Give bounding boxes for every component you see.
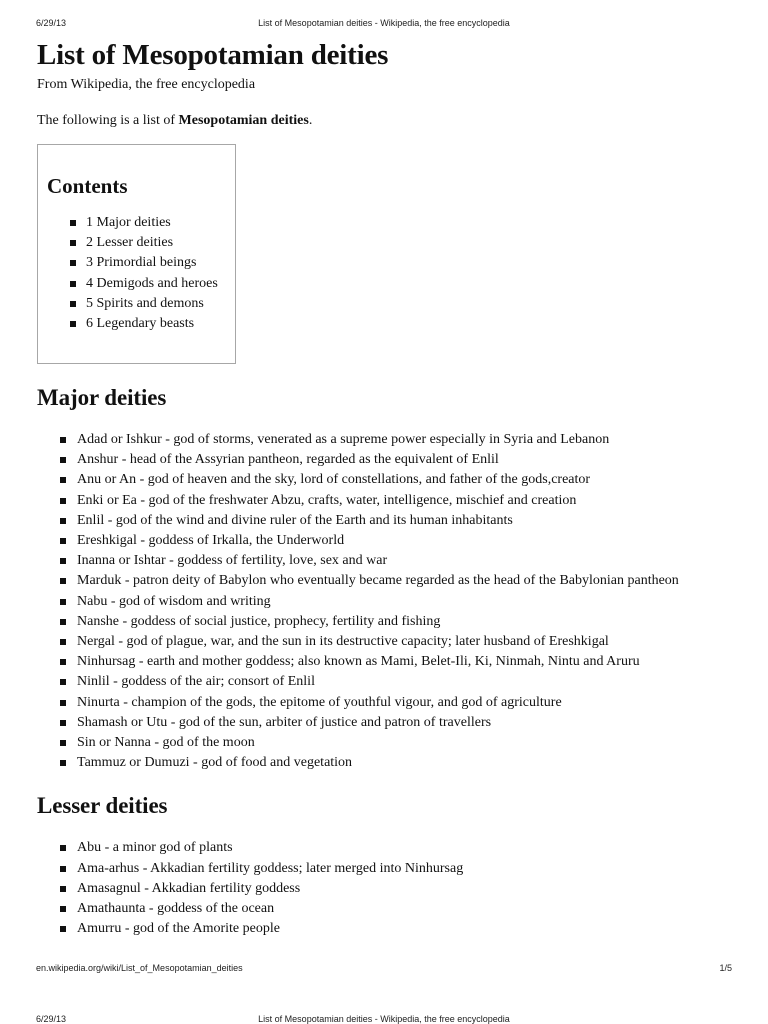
toc-item[interactable]: 4 Demigods and heroes — [47, 274, 225, 294]
list-item: Nergal - god of plague, war, and the sun in its destructive capacity; later husband of Ereshkigal — [37, 632, 737, 652]
print-url: en.wikipedia.org/wiki/List_of_Mesopotamian_deities — [36, 963, 243, 973]
print-header — [0, 18, 768, 30]
site-tagline: From Wikipedia, the free encyclopedia — [37, 77, 256, 92]
intro-text: The following is a list of — [37, 113, 179, 128]
section-heading-lesser-deities: Lesser deities — [37, 793, 168, 819]
toc-title: Contents — [47, 174, 128, 198]
list-item: Shamash or Utu - god of the sun, arbiter of justice and patron of travellers — [37, 713, 737, 733]
intro-link[interactable]: Mesopotamian deities — [178, 113, 309, 128]
list-item: Anshur - head of the Assyrian pantheon, regarded as the equivalent of Enlil — [37, 450, 737, 470]
intro-period: . — [308, 113, 313, 128]
list-item: Tammuz or Dumuzi - god of food and vegetation — [37, 753, 737, 773]
list-item: Ninlil - goddess of the air; consort of Enlil — [37, 672, 737, 692]
list-item: Enlil - god of the wind and divine ruler of the Earth and its human inhabitants — [37, 511, 737, 531]
list-item: Amathaunta - goddess of the ocean — [37, 899, 737, 919]
toc-list — [47, 213, 225, 334]
toc-item[interactable]: 2 Lesser deities — [47, 233, 225, 253]
list-item: Nanshe - goddess of social justice, prophecy, fertility and fishing — [37, 612, 737, 632]
article-content — [37, 38, 737, 939]
toc-item[interactable]: 3 Primordial beings — [47, 253, 225, 273]
section-heading-major-deities: Major deities — [37, 385, 167, 410]
table-of-contents — [37, 144, 236, 364]
list-item: Ereshkigal - goddess of Irkalla, the Underworld — [37, 531, 737, 551]
print-page-number: 1/5 — [719, 963, 732, 973]
list-item: Nabu - god of wisdom and writing — [37, 592, 737, 612]
list-item: Abu - a minor god of plants — [37, 838, 737, 858]
toc-item[interactable]: 6 Legendary beasts — [47, 314, 225, 334]
lesser-deities-list — [37, 838, 737, 939]
list-item: Ninhursag - earth and mother goddess; also known as Mami, Belet-Ili, Ki, Ninmah, Nintu and Aruru — [37, 652, 737, 672]
list-item: Amasagnul - Akkadian fertility goddess — [37, 879, 737, 899]
print-date: 6/29/13 — [36, 1014, 67, 1024]
print-title: List of Mesopotamian deities - Wikipedia, the free encyclopedia — [258, 1014, 510, 1024]
list-item: Inanna or Ishtar - goddess of fertility, love, sex and war — [37, 551, 737, 571]
major-deities-list — [37, 430, 737, 773]
list-item: Sin or Nanna - god of the moon — [37, 733, 737, 753]
list-item: Enki or Ea - god of the freshwater Abzu, crafts, water, intelligence, mischief and creation — [37, 491, 737, 511]
intro-paragraph — [37, 112, 737, 130]
print-title: List of Mesopotamian deities - Wikipedia, the free encyclopedia — [258, 18, 510, 28]
print-footer — [0, 963, 768, 975]
page-title: List of Mesopotamian deities — [37, 39, 389, 71]
list-item: Ninurta - champion of the gods, the epitome of youthful vigour, and god of agriculture — [37, 693, 737, 713]
list-item: Marduk - patron deity of Babylon who eventually became regarded as the head of the Babylonian pantheon — [37, 571, 737, 591]
list-item: Ama-arhus - Akkadian fertility goddess; later merged into Ninhursag — [37, 859, 737, 879]
list-item: Anu or An - god of heaven and the sky, lord of constellations, and father of the gods,creator — [37, 470, 737, 490]
print-date: 6/29/13 — [36, 18, 67, 28]
next-page-print-header — [0, 1014, 768, 1024]
toc-item[interactable]: 1 Major deities — [47, 213, 225, 233]
list-item: Adad or Ishkur - god of storms, venerated as a supreme power especially in Syria and Lebanon — [37, 430, 737, 450]
toc-item[interactable]: 5 Spirits and demons — [47, 294, 225, 314]
list-item: Amurru - god of the Amorite people — [37, 919, 737, 939]
